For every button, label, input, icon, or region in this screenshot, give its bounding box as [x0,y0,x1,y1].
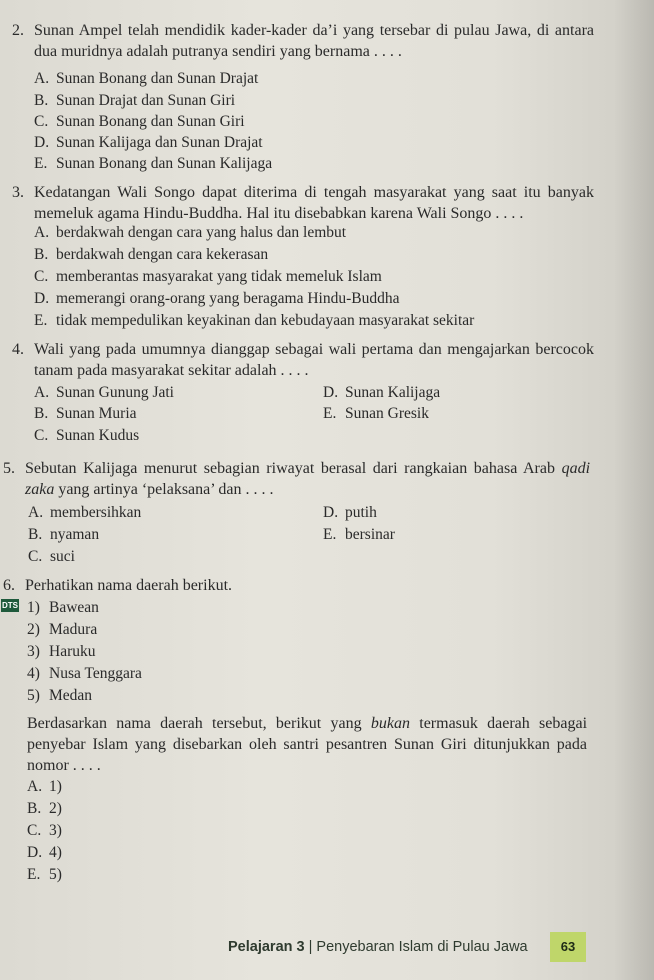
option[interactable]: D. memerangi orang-orang yang beragama Hindu-Buddha [34,290,400,307]
option[interactable]: D. putih [323,504,377,521]
list-item: 4) Nusa Tenggara [27,665,142,682]
question-text: Sunan Ampel telah mendidik kader-kader da’i yang tersebar di pulau Jawa, di antara dua muridnya adalah putranya sendiri yang bernama . . . . [34,22,594,60]
option[interactable]: C. Sunan Kudus [34,427,140,444]
footer-separator: | [308,939,313,955]
option[interactable]: E. tidak mempedulikan keyakinan dan kebudayaan masyarakat sekitar [34,312,475,329]
option[interactable]: E. bersinar [323,526,395,543]
chapter-label: Pelajaran 3 [228,939,305,955]
list-item: 1) Bawean [27,599,99,616]
option[interactable]: A. Sunan Bonang dan Sunan Drajat [34,70,259,87]
list-item: 5) Medan [27,687,93,704]
option[interactable]: C. suci [28,548,75,565]
question-number: 3. [12,184,24,201]
question-text: Sebutan Kalijaga menurut sebagian riwayat berasal dari rangkaian bahasa Arab qadi zaka yang artinya ‘pelaksana’ dan . . . . [25,460,591,498]
page-number: 63 [550,932,586,962]
option[interactable]: A. membersihkan [28,504,142,521]
option[interactable]: C. Sunan Bonang dan Sunan Giri [34,113,245,130]
question-number: 4. [12,341,24,358]
option[interactable]: E. Sunan Bonang dan Sunan Kalijaga [34,155,273,172]
option[interactable]: B. Sunan Drajat dan Sunan Giri [34,92,236,109]
question-text: Wali yang pada umumnya dianggap sebagai wali pertama dan mengajarkan bercocok tanam pada masyarakat sekitar adalah . . . . [34,341,594,379]
chapter-title: Penyebaran Islam di Pulau Jawa [316,939,528,955]
list-item: 3) Haruku [27,643,96,660]
option[interactable]: B. Sunan Muria [34,405,137,422]
question-text: Kedatangan Wali Songo dapat diterima di tengah masyarakat yang saat itu banyak memeluk agama Hindu-Buddha. Hal itu disebabkan karena Wali Songo . . . . [34,184,594,222]
option[interactable]: D. 4) [27,844,62,861]
option[interactable]: A. 1) [27,778,62,795]
option[interactable]: B. 2) [27,800,62,817]
option[interactable]: C. 3) [27,822,62,839]
option[interactable]: A. Sunan Gunung Jati [34,384,174,401]
option[interactable]: E. Sunan Gresik [323,405,429,422]
question-text: Berdasarkan nama daerah tersebut, berikut yang bukan termasuk daerah sebagai penyebar Islam yang disebarkan oleh santri pesantren Sunan Giri ditunjukkan pada nomor . . . . [27,715,588,774]
option[interactable]: C. memberantas masyarakat yang tidak memeluk Islam [34,268,382,285]
question-number: 6. [3,577,15,594]
option[interactable]: B. nyaman [28,526,100,543]
list-item: 2) Madura [27,621,98,638]
option[interactable]: D. Sunan Kalijaga [323,384,441,401]
option[interactable]: B. berdakwah dengan cara kekerasan [34,246,269,263]
option[interactable]: D. Sunan Kalijaga dan Sunan Drajat [34,134,263,151]
question-intro: Perhatikan nama daerah berikut. [25,577,233,594]
dts-badge: DTS [2,601,18,610]
page-footer [228,939,528,955]
option[interactable]: E. 5) [27,866,62,883]
question-number: 2. [12,22,24,39]
page-edge-shadow [614,0,654,980]
question-number: 5. [3,460,15,477]
option[interactable]: A. berdakwah dengan cara yang halus dan lembut [34,224,347,241]
